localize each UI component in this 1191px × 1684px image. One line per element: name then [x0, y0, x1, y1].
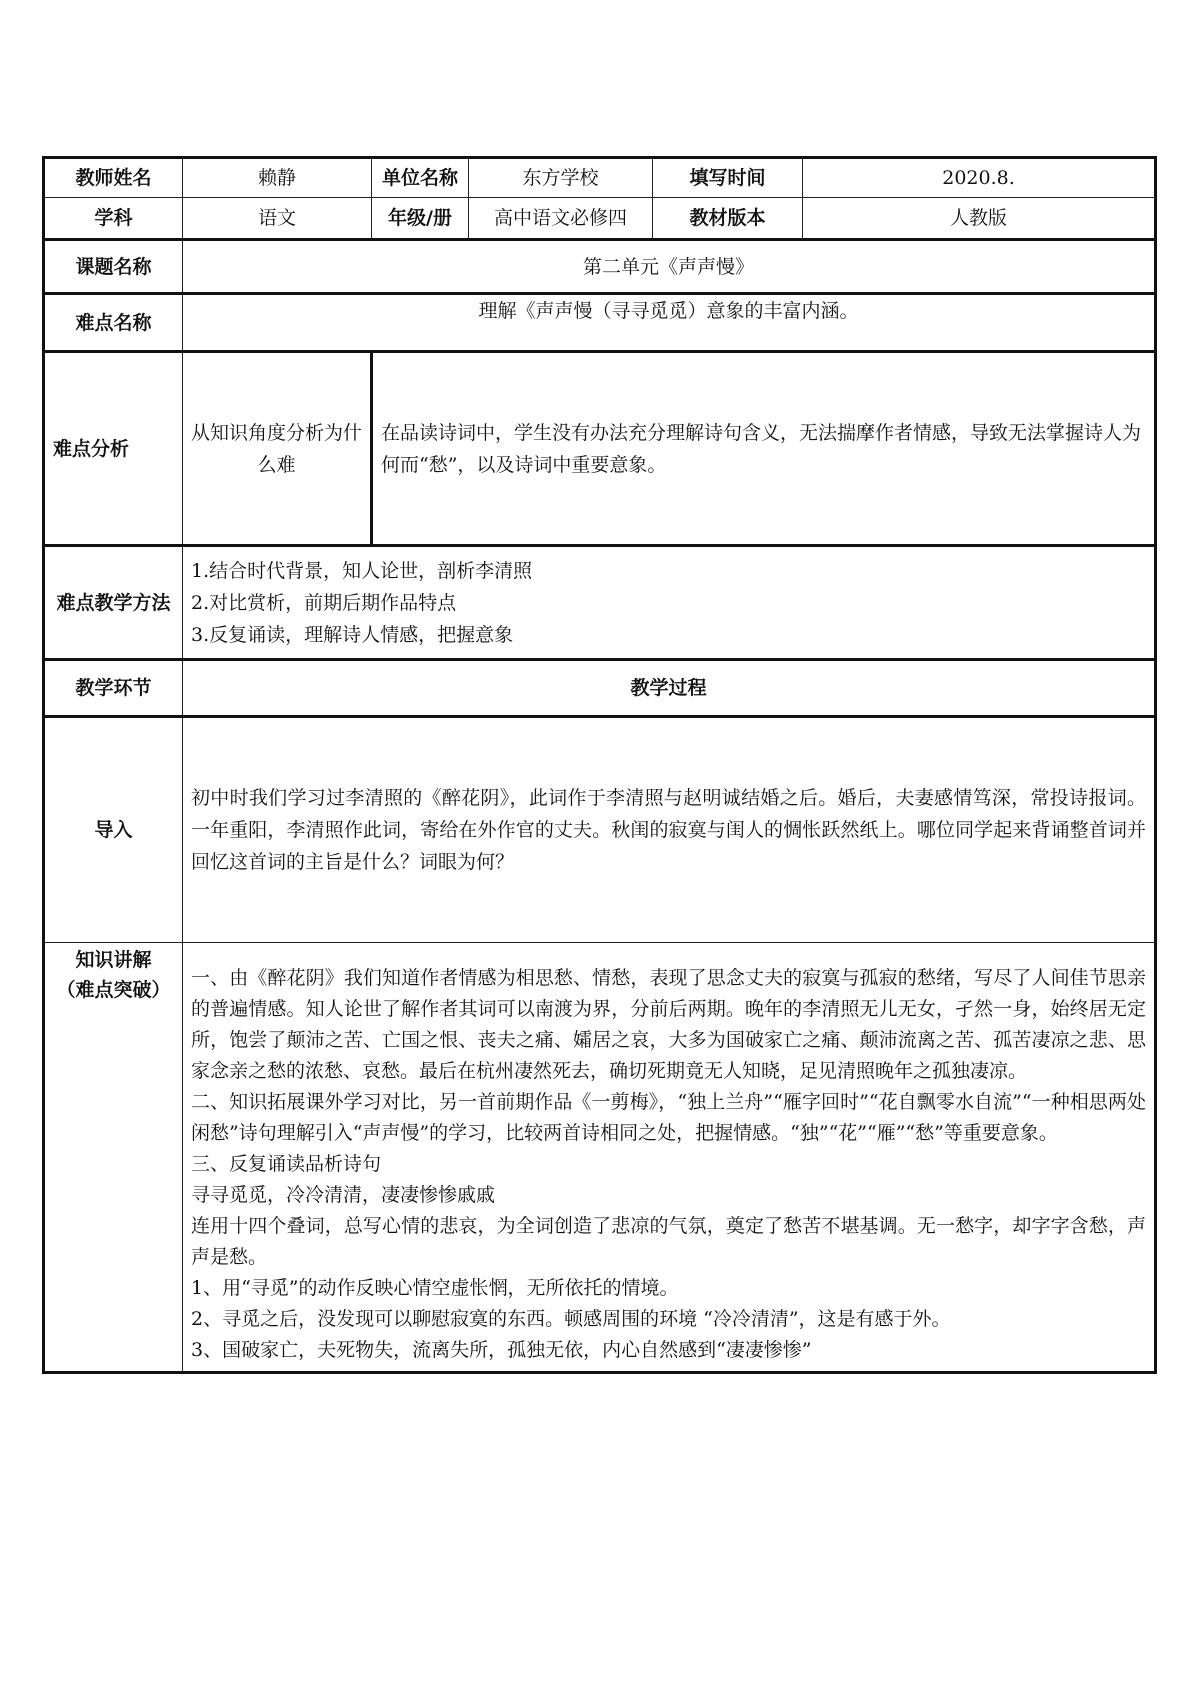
time-value: 2020.8.	[803, 158, 1156, 198]
row-subject	[44, 198, 1156, 240]
method-lines	[183, 546, 1156, 660]
teacher-label: 教师姓名	[44, 158, 183, 198]
knowledge-label-line2: （难点突破）	[56, 979, 171, 1001]
row-method	[44, 546, 1156, 660]
edition-value: 人教版	[803, 198, 1156, 240]
method-line-2: 2.对比赏析，前期后期作品特点	[191, 591, 457, 614]
grade-value: 高中语文必修四	[469, 198, 653, 240]
analysis-label: 难点分析	[44, 352, 183, 546]
time-label: 填写时间	[653, 158, 803, 198]
knowledge-label	[44, 943, 183, 1373]
knowledge-label-line1: 知识讲解	[75, 949, 152, 971]
row-knowledge	[44, 943, 1156, 1373]
topic-label: 课题名称	[44, 240, 183, 294]
analysis-value: 在品读诗词中，学生没有办法充分理解诗句含义，无法揣摩作者情感，导致无法掌握诗人为何而“愁”，以及诗词中重要意象。	[372, 352, 1156, 546]
intro-text	[183, 717, 1156, 943]
row-analysis	[44, 352, 1156, 546]
grade-label: 年级/册	[372, 198, 469, 240]
teacher-value: 赖静	[183, 158, 372, 198]
lesson-plan-table	[42, 156, 1157, 1374]
knowledge-paragraph-2: 二、知识拓展课外学习对比，另一首前期作品《一剪梅》，“独上兰舟”“雁字回时”“花自飘零水自流”“一种相思两处闲愁”诗句理解引入“声声慢”的学习，比较两首诗相同之处，把握情感。“独”“花”“雁”“愁”等重要意象。	[191, 1091, 1146, 1144]
intro-label: 导入	[44, 717, 183, 943]
subject-value: 语文	[183, 198, 372, 240]
topic-value: 第二单元《声声慢》	[183, 240, 1156, 294]
unit-label: 单位名称	[372, 158, 469, 198]
knowledge-paragraph-8: 3、国破家亡，夫死物失，流离失所，孤独无依，内心自然感到“凄凄惨惨”	[191, 1339, 812, 1361]
difficulty-value: 理解《声声慢（寻寻觅觅）意象的丰富内涵。	[183, 294, 1156, 352]
row-process-header	[44, 660, 1156, 717]
row-intro	[44, 717, 1156, 943]
row-difficulty	[44, 294, 1156, 352]
knowledge-paragraph-3: 三、反复诵读品析诗句	[191, 1153, 382, 1175]
method-line-1: 1.结合时代背景，知人论世，剖析李清照	[191, 559, 533, 582]
method-line-3: 3.反复诵读，理解诗人情感，把握意象	[191, 623, 514, 646]
lesson-plan-form	[42, 156, 1154, 1374]
process-step-label: 教学环节	[44, 660, 183, 717]
knowledge-paragraph-4: 寻寻觅觅，冷冷清清，凄凄惨惨戚戚	[191, 1184, 496, 1206]
edition-label: 教材版本	[653, 198, 803, 240]
row-teacher	[44, 158, 1156, 198]
difficulty-label: 难点名称	[44, 294, 183, 352]
unit-value: 东方学校	[469, 158, 653, 198]
knowledge-paragraph-5: 连用十四个叠词，总写心情的悲哀，为全词创造了悲凉的气氛，奠定了愁苦不堪基调。无一愁字，却字字含愁，声声是愁。	[191, 1215, 1146, 1268]
knowledge-paragraph-1: 一、由《醉花阴》我们知道作者情感为相思愁、情愁，表现了思念丈夫的寂寞与孤寂的愁绪，写尽了人间佳节思亲的普遍情感。知人论世了解作者其词可以南渡为界，分前后两期。晚年的李清照无儿无女，孑然一身，始终居无定所，饱尝了颠沛之苦、亡国之恨、丧夫之痛、孀居之哀，大多为国破家亡之痛、颠沛流离之苦、孤苦凄凉之悲、思家念亲之愁的浓愁、哀愁。最后在杭州凄然死去，确切死期竟无人知晓，足见清照晚年之孤独凄凉。	[191, 967, 1146, 1082]
intro-paragraph: 初中时我们学习过李清照的《醉花阴》，此词作于李清照与赵明诚结婚之后。婚后，夫妻感情笃深，常投诗报词。一年重阳，李清照作此词，寄给在外作官的丈夫。秋闺的寂寞与闺人的惆怅跃然纸上。哪位同学起来背诵整首词并回忆这首词的主旨是什么？词眼为何？	[191, 787, 1146, 873]
row-topic	[44, 240, 1156, 294]
analysis-sub-label: 从知识角度分析为什么难	[183, 352, 372, 546]
knowledge-paragraph-7: 2、寻觅之后，没发现可以聊慰寂寞的东西。顿感周围的环境 “冷冷清清”，这是有感于外。	[191, 1308, 951, 1330]
knowledge-paragraph-6: 1、用“寻觅”的动作反映心情空虚怅惘，无所依托的情境。	[191, 1277, 679, 1299]
method-label: 难点教学方法	[44, 546, 183, 660]
subject-label: 学科	[44, 198, 183, 240]
knowledge-content	[183, 943, 1156, 1373]
process-label: 教学过程	[183, 660, 1156, 717]
